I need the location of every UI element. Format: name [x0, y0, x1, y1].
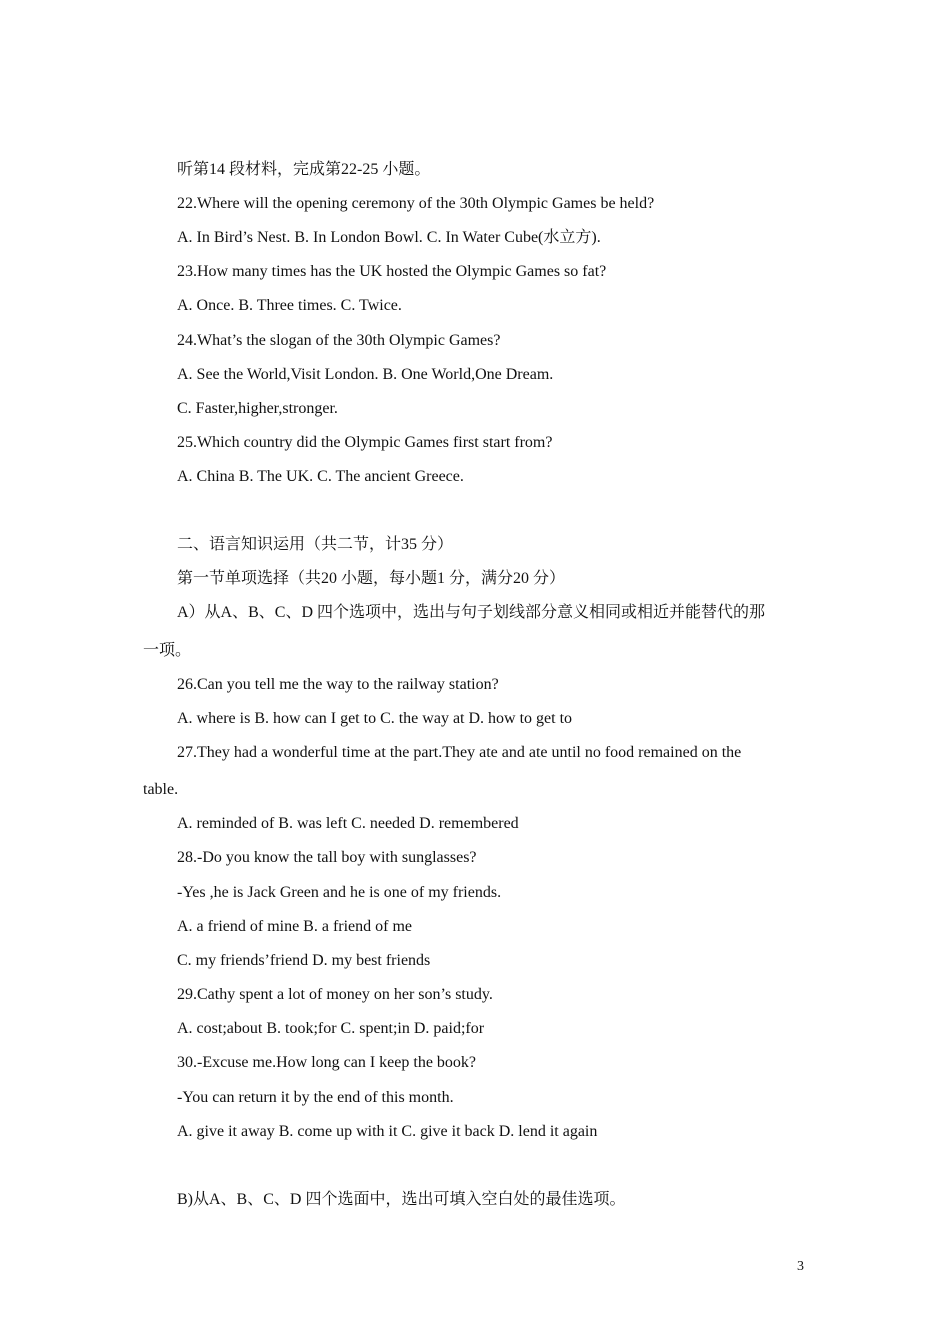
subsection-single-choice-heading: 第一节单项选择（共20 小题，每小题1 分，满分20 分） [177, 570, 566, 587]
section-language-heading: 二、语言知识运用（共二节，计35 分） [177, 536, 454, 553]
part-a-instruction-continued: 一项。 [143, 642, 192, 659]
part-b-instruction: B)从A、B、C、D 四个选面中，选出可填入空白处的最佳选项。 [177, 1191, 626, 1208]
question-23: 23.How many times has the UK hosted the Olympic Games so fat? [177, 263, 607, 280]
question-29-options: A. cost;about B. took;for C. spent;in D. paid;for [177, 1020, 485, 1037]
question-26: 26.Can you tell me the way to the railway station? [177, 676, 499, 693]
question-26-options: A. where is B. how can I get to C. the way at D. how to get to [177, 710, 573, 727]
question-22: 22.Where will the opening ceremony of the 30th Olympic Games be held? [177, 195, 655, 212]
question-22-options: A. In Bird’s Nest. B. In London Bowl. C. In Water Cube(水立方). [177, 229, 601, 246]
question-30: 30.-Excuse me.How long can I keep the book? [177, 1054, 477, 1071]
question-28-reply: -Yes ,he is Jack Green and he is one of my friends. [177, 884, 502, 901]
question-28-options-continued: C. my friends’friend D. my best friends [177, 952, 431, 969]
question-25: 25.Which country did the Olympic Games first start from? [177, 434, 553, 451]
question-27: 27.They had a wonderful time at the part.They ate and ate until no food remained on the [177, 744, 742, 761]
question-27-options: A. reminded of B. was left C. needed D. remembered [177, 815, 519, 832]
page-number: 3 [797, 1259, 804, 1274]
question-27-continued: table. [143, 781, 179, 798]
question-30-reply: -You can return it by the end of this month. [177, 1089, 454, 1106]
part-a-instruction: A）从A、B、C、D 四个选项中，选出与句子划线部分意义相同或相近并能替代的那 [177, 604, 766, 621]
question-24: 24.What’s the slogan of the 30th Olympic Games? [177, 332, 501, 349]
question-23-options: A. Once. B. Three times. C. Twice. [177, 297, 402, 314]
question-25-options: A. China B. The UK. C. The ancient Greece. [177, 468, 464, 485]
question-28-options: A. a friend of mine B. a friend of me [177, 918, 413, 935]
question-28: 28.-Do you know the tall boy with sunglasses? [177, 849, 477, 866]
question-29: 29.Cathy spent a lot of money on her son’s study. [177, 986, 493, 1003]
question-30-options: A. give it away B. come up with it C. give it back D. lend it again [177, 1123, 598, 1140]
question-24-options: A. See the World,Visit London. B. One World,One Dream. [177, 366, 554, 383]
section-listening-heading: 听第14 段材料，完成第22-25 小题。 [177, 161, 431, 178]
question-24-options-continued: C. Faster,higher,stronger. [177, 400, 338, 417]
